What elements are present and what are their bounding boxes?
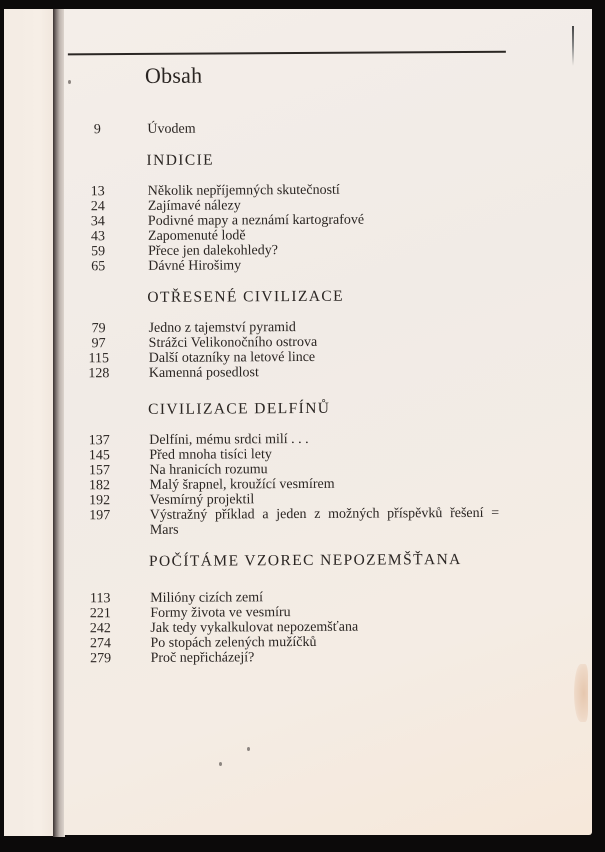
chapter-title: Přece jen dalekohledy? (148, 243, 278, 259)
chapter-title: Delfíni, mému srdci milí . . . (149, 431, 309, 448)
toc-entry-intro (80, 119, 550, 137)
page-number: 145 (88, 448, 110, 464)
chapter-title: Na hranicích rozumu (149, 462, 268, 478)
chapter-title: Zajímavé nálezy (147, 198, 241, 214)
page-number: 279 (90, 651, 112, 667)
page-number: 192 (89, 493, 111, 509)
page-number: 9 (93, 122, 101, 138)
page-number: 115 (88, 351, 110, 367)
page-number: 24 (90, 199, 105, 215)
chapter-title: Úvodem (147, 121, 196, 137)
chapter-title: Výstražný příklad a jeden z možných příspěvků řešení = Mars (149, 505, 500, 538)
chapter-title: Malý šrapnel, kroužící vesmírem (149, 476, 335, 493)
chapter-title: Po stopách zelených mužíčků (150, 634, 317, 651)
page-number: 242 (89, 621, 111, 637)
chapter-title: Před mnoha tisíci lety (149, 447, 272, 463)
page-number: 97 (91, 336, 106, 352)
page-number: 221 (89, 606, 111, 622)
chapter-title: Vesmírný projektil (149, 492, 255, 508)
page-number: 128 (88, 366, 110, 382)
chapter-title: Kamenná posedlost (148, 365, 259, 381)
chapter-title: Dávné Hirošimy (148, 258, 242, 274)
page-number: 13 (90, 184, 105, 200)
page-number: 79 (91, 321, 106, 337)
chapter-title: Zapomenuté lodě (147, 228, 246, 244)
toc-entry (83, 505, 553, 538)
page-number: 113 (89, 591, 111, 607)
toc-entry (82, 363, 552, 381)
header-rule (68, 51, 506, 55)
page-number: 43 (90, 229, 106, 245)
chapter-title: Jak tedy vykalkulovat nepozemšťana (150, 619, 359, 636)
section-heading: POČÍTÁME VZOREC NEPOZEMŠŤANA (148, 551, 462, 570)
page-number: 274 (89, 636, 112, 652)
chapter-title: Několik nepříjemných skutečností (147, 182, 340, 199)
page-number: 182 (88, 478, 111, 494)
chapter-title: Další otazníky na letové lince (148, 349, 316, 366)
page-number: 34 (90, 214, 105, 230)
chapter-title: Formy života ve vesmíru (150, 605, 291, 621)
page-number: 197 (89, 508, 111, 524)
page-number: 59 (91, 244, 106, 260)
toc-entry (81, 256, 551, 274)
chapter-title: Jedno z tajemství pyramid (148, 320, 296, 336)
chapter-title: Milióny cizích zemí (150, 590, 264, 606)
toc-entry (84, 648, 554, 666)
section-heading: INDICIE (146, 151, 215, 169)
chapter-title: Proč nepřicházejí? (150, 650, 255, 666)
page-title: Obsah (144, 62, 203, 88)
chapter-title: Strážci Velikonočního ostrova (148, 334, 318, 351)
page-number: 137 (88, 433, 110, 449)
page-number: 157 (88, 463, 110, 479)
chapter-title: Podivné mapy a neznámí kartografové (147, 212, 365, 229)
section-heading: CIVILIZACE DELFÍNŮ (148, 399, 331, 418)
page-number: 65 (91, 259, 106, 275)
section-heading: OTŘESENÉ CIVILIZACE (147, 287, 345, 306)
